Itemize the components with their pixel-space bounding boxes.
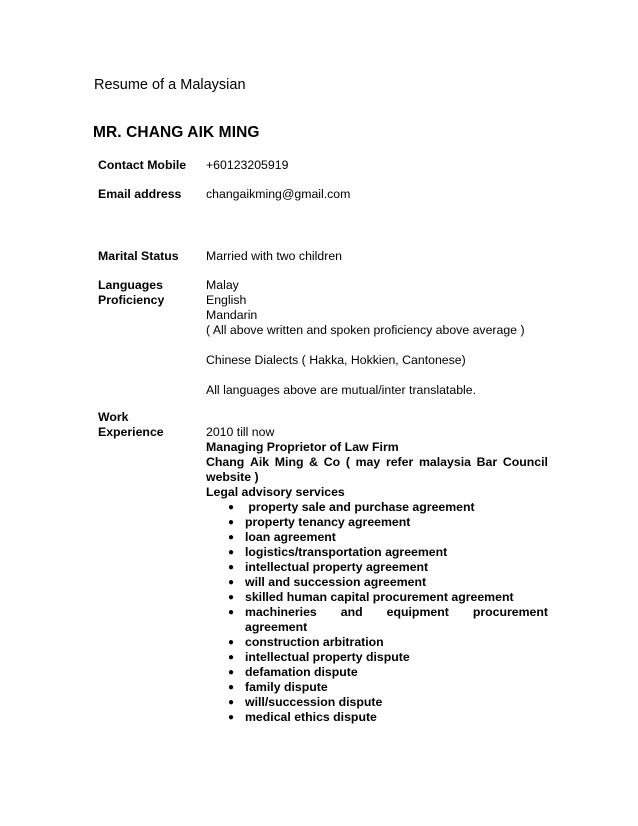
work-experience-label	[98, 410, 198, 440]
firm-word: Bar	[476, 455, 498, 469]
service-text: logistics/transportation agreement	[245, 545, 448, 559]
language-item: Mandarin	[206, 308, 258, 322]
service-text: intellectual property agreement	[245, 560, 429, 574]
list-item	[206, 710, 548, 725]
firm-word: Council	[502, 455, 548, 469]
firm-line2: website )	[206, 470, 259, 484]
languages-label-line2: Proficiency	[98, 293, 165, 307]
list-item	[206, 680, 548, 695]
bullet-icon: ●	[228, 547, 235, 558]
firm-word: refer	[385, 455, 414, 469]
bullet-icon: ●	[228, 697, 235, 708]
list-item	[206, 635, 548, 650]
service-text: agreement	[245, 620, 308, 634]
firm-word: malaysia	[418, 455, 471, 469]
firm-word: Chang	[206, 455, 245, 469]
bullet-icon: ●	[228, 592, 235, 603]
bullet-icon: ●	[228, 517, 235, 528]
translatable-line: All languages above are mutual/inter translatable.	[206, 383, 477, 397]
bullet-icon: ●	[228, 637, 235, 648]
languages-label-line1: Languages	[98, 278, 163, 292]
machinery-line	[245, 605, 548, 620]
services-heading: Legal advisory services	[206, 485, 345, 499]
bullet-icon: ●	[228, 667, 235, 678]
bullet-icon: ●	[228, 682, 235, 693]
bullet-icon: ●	[228, 712, 235, 723]
language-item: Malay	[206, 278, 239, 292]
service-text: property sale and purchase agreement	[245, 500, 475, 514]
service-word: machineries	[245, 605, 317, 619]
list-item	[206, 590, 548, 605]
firm-word: Co	[323, 455, 341, 469]
list-item	[206, 650, 548, 665]
firm-word: may	[355, 455, 381, 469]
languages-value	[206, 278, 548, 398]
list-item	[206, 575, 548, 590]
list-item	[206, 695, 548, 710]
email-value: changaikming@gmail.com	[206, 187, 351, 201]
list-item	[206, 530, 548, 545]
service-text: will and succession agreement	[245, 575, 427, 589]
firm-word: (	[345, 455, 350, 469]
contact-mobile-label: Contact Mobile	[98, 158, 187, 172]
work-role: Managing Proprietor of Law Firm	[206, 440, 399, 454]
bullet-icon: ●	[228, 607, 235, 618]
work-label-line1: Work	[98, 410, 129, 424]
marital-status-value: Married with two children	[206, 249, 342, 263]
service-word: equipment	[386, 605, 449, 619]
work-experience-value	[206, 425, 548, 725]
bullet-icon: ●	[228, 577, 235, 588]
work-label-line2: Experience	[98, 425, 164, 439]
bullet-icon: ●	[228, 502, 235, 513]
service-text: family dispute	[245, 680, 328, 694]
firm-word: Aik	[249, 455, 270, 469]
services-list	[206, 500, 548, 725]
list-item	[206, 515, 548, 530]
service-text: construction arbitration	[245, 635, 384, 649]
bullet-icon: ●	[228, 562, 235, 573]
list-item	[206, 665, 548, 680]
service-text: will/succession dispute	[245, 695, 383, 709]
marital-status-label: Marital Status	[98, 249, 179, 263]
language-item: English	[206, 293, 247, 307]
candidate-name: MR. CHANG AIK MING	[93, 124, 260, 141]
firm-line	[206, 455, 548, 470]
list-item	[206, 500, 548, 515]
service-text: loan agreement	[245, 530, 336, 544]
service-word: procurement	[472, 605, 548, 619]
service-word: and	[340, 605, 363, 619]
service-text: intellectual property dispute	[245, 650, 410, 664]
list-item	[206, 545, 548, 560]
firm-word: &	[309, 455, 319, 469]
document-subtitle: Resume of a Malaysian	[94, 77, 246, 93]
service-text: defamation dispute	[245, 665, 358, 679]
work-period: 2010 till now	[206, 425, 275, 439]
service-text: property tenancy agreement	[245, 515, 411, 529]
languages-note: ( All above written and spoken proficiency above average )	[206, 323, 525, 337]
languages-label	[98, 278, 198, 308]
contact-mobile-value: +60123205919	[206, 158, 289, 172]
firm-word: Ming	[274, 455, 304, 469]
bullet-icon: ●	[228, 532, 235, 543]
service-text: skilled human capital procurement agreement	[245, 590, 514, 604]
email-label: Email address	[98, 187, 182, 201]
list-item	[206, 560, 548, 575]
service-text: medical ethics dispute	[245, 710, 377, 724]
list-item	[206, 605, 548, 635]
dialects-line: Chinese Dialects ( Hakka, Hokkien, Cantonese)	[206, 353, 466, 367]
bullet-icon: ●	[228, 652, 235, 663]
